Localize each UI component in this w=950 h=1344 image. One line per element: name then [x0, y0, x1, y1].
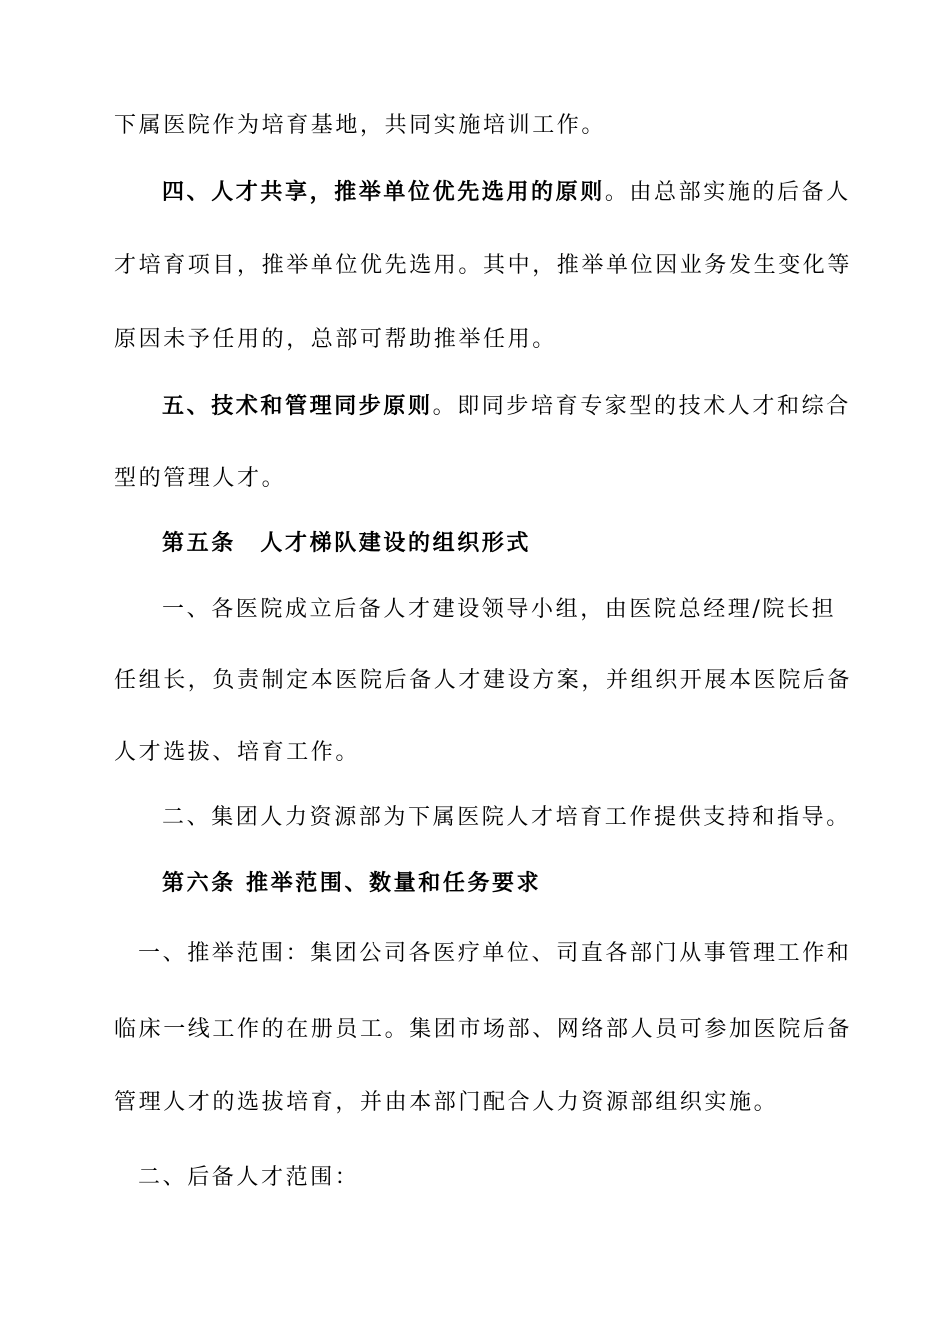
- principle-five-heading: 五、技术和管理同步原则: [162, 393, 433, 419]
- paragraph-line: 临床一线工作的在册员工。集团市场部、网络部人员可参加医院后备: [114, 1017, 853, 1042]
- paragraph-line: 型的管理人才。: [114, 466, 287, 491]
- paragraph-line: 下属医院作为培育基地，共同实施培训工作。: [114, 113, 607, 138]
- article-six-title: 第六条 推举范围、数量和任务要求: [162, 870, 542, 896]
- paragraph-line: 管理人才的选拔培育，并由本部门配合人力资源部组织实施。: [114, 1090, 779, 1115]
- paragraph-line: 一、各医院成立后备人才建设领导小组，由医院总经理/院长担: [162, 597, 837, 622]
- principle-four-line: [162, 177, 851, 208]
- principle-five-text: 。即同步培育专家型的技术人才和综合: [432, 394, 851, 419]
- paragraph-line: 才培育项目，推举单位优先选用。其中，推举单位因业务发生变化等: [114, 253, 853, 278]
- principle-four-text: 。由总部实施的后备人: [604, 180, 851, 205]
- paragraph-line: 原因未予任用的，总部可帮助推举任用。: [114, 327, 557, 352]
- principle-four-heading: 四、人才共享，推举单位优先选用的原则: [162, 179, 605, 205]
- paragraph-line: 任组长，负责制定本医院后备人才建设方案，并组织开展本医院后备: [114, 668, 853, 693]
- article-five-title: 第五条 人才梯队建设的组织形式: [162, 530, 532, 556]
- paragraph-line: 二、后备人才范围：: [138, 1165, 360, 1190]
- paragraph-line: 人才选拔、培育工作。: [114, 740, 361, 765]
- paragraph-line: 一、推举范围：集团公司各医疗单位、司直各部门从事管理工作和: [138, 941, 852, 966]
- paragraph-line: 二、集团人力资源部为下属医院人才培育工作提供支持和指导。: [162, 805, 851, 830]
- principle-five-line: [162, 391, 851, 422]
